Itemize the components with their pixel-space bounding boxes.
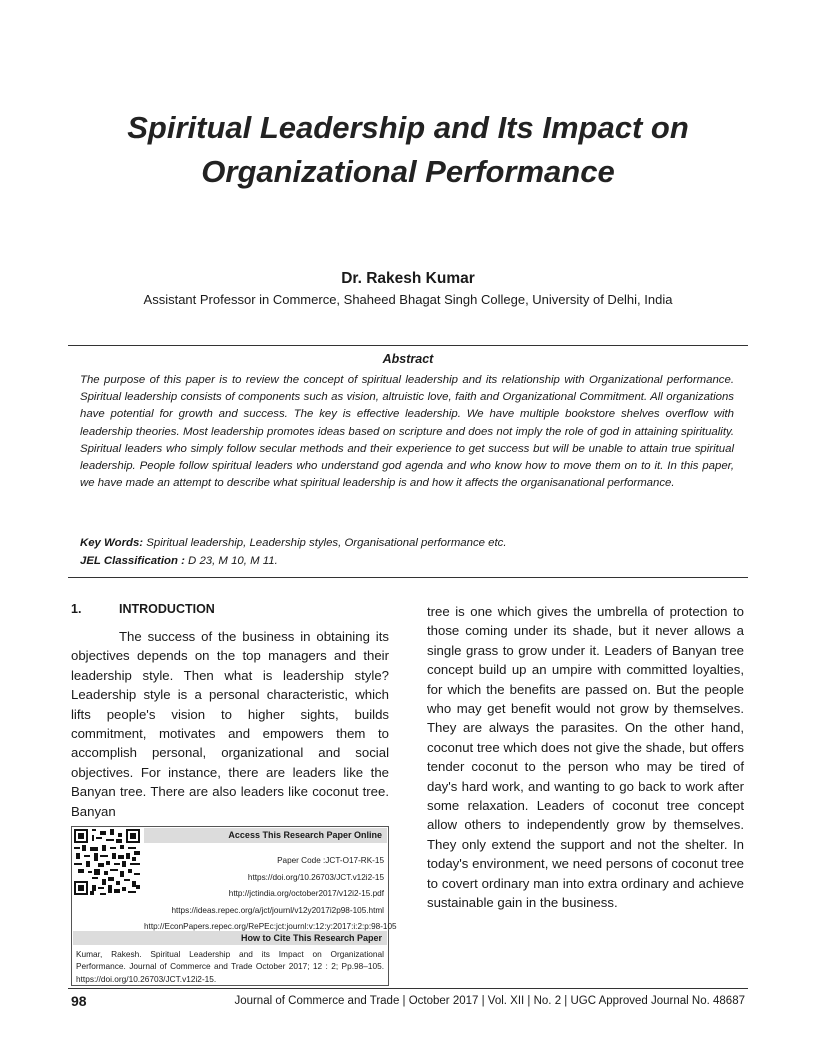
jel-text: D 23, M 10, M 11. (188, 555, 278, 567)
keywords-text: Spiritual leadership, Leadership styles, Organisational performance etc. (146, 537, 507, 549)
jel-line (80, 555, 734, 567)
abstract-heading: Abstract (382, 352, 434, 366)
jel-label: JEL Classification : (80, 555, 185, 567)
keywords-line (80, 537, 734, 549)
intro-left-column: The success of the business in obtaining its objectives depends on the top managers and their leadership style. Then what is leadership style? Leadership style is a personal characteristic, which lifts people's vision to higher sights, builds commitment, motivates and empowers them to accomplish personal, organizational and social objectives. For instance, there are leaders like the Banyan tree. There are also leaders like coconut tree. Banyan (71, 629, 389, 819)
access-info-box (71, 826, 397, 986)
author-affiliation: Assistant Professor in Commerce, Shaheed Bhagat Singh College, University of Delhi, India (143, 292, 673, 307)
access-links (144, 853, 397, 936)
paper-title-line-1: Spiritual Leadership and Its Impact on (127, 110, 689, 145)
page-number: 98 (71, 993, 87, 1009)
abstract-top-rule (68, 345, 748, 346)
section-number: 1. (71, 602, 82, 616)
author-name: Dr. Rakesh Kumar (341, 270, 475, 287)
access-online-heading: Access This Research Paper Online (144, 828, 387, 843)
paper-title-line-2: Organizational Performance (201, 154, 615, 189)
citation-text: Kumar, Rakesh. Spiritual Leadership and its Impact on Organizational Performance. Journal of Commerce and Trade October 2017; 12 : 2; Pp.98–105. https://doi.org/10.26703/JCT.v12i2-15. (76, 949, 384, 984)
footer-rule (68, 988, 748, 989)
doi-link[interactable]: https://doi.org/10.26703/JCT.v12i2-15 (247, 872, 384, 882)
pdf-link[interactable]: http://jctindia.org/october2017/v12i2-15.pdf (228, 889, 384, 898)
section-heading (71, 602, 215, 616)
cite-heading: How to Cite This Research Paper (73, 931, 387, 945)
repec-link[interactable]: https://ideas.repec.org/a/jct/journl/v12y2017i2p98-105.html (171, 905, 384, 915)
keywords-label: Key Words: (80, 537, 144, 549)
abstract-text: The purpose of this paper is to review the concept of spiritual leadership and its relationship with Organizational performance. Spiritual leadership consists of components such as vision, altruistic love, faith and Organizational Commitment. All organizations have potential for growth and success. The key is effective leadership. We have multiple bookstore shelves overflow with leadership theories. Most leadership promotes ideas based on scripture and does not imply the role of god in attaining spirituality. Spiritual leaders who simply follow secular methods and their experience to get success but will be unable to attain true spiritual leadership. People follow spiritual leaders who understand god agenda and who know how to move them on to it. In this paper, we have made an attempt to describe what spiritual leadership is and how it affects the organisanational performance. (80, 374, 734, 490)
abstract-bottom-rule (68, 577, 748, 578)
section-title: INTRODUCTION (119, 602, 215, 616)
journal-info: Journal of Commerce and Trade | October 2017 | Vol. XII | No. 2 | UGC Approved Journal No. 48687 (234, 995, 745, 1007)
econpapers-link[interactable]: http://EconPapers.repec.org/RePEc:jct:journl:v:12:y:2017:i:2:p:98-105 (144, 922, 397, 931)
intro-right-column: tree is one which gives the umbrella of protection to those coming under its shade, but it never allows a single grass to grow under it. Leaders of Banyan tree concept build up an umpire with committed loyalties, for which the benefits are passed on. But the people who may get benefit would not grow by themselves. They are always the parasites. On the other hand, coconut tree which does not give the shade, but offers tender coconut to the person who may be tired of day's hard work, and wanting to go back to work after some relaxation. Leaders of coconut tree concept allow others to independently grow by themselves. They only extend the support and not the shelter. In today's environment, we need persons of coconut tree to covert ordinary man into extra ordinary and achieve sustainable gain in the business. (427, 604, 744, 911)
paper-title (60, 106, 756, 194)
qr-code-icon[interactable] (74, 829, 140, 895)
paper-code: Paper Code :JCT-O17-RK-15 (277, 856, 384, 865)
